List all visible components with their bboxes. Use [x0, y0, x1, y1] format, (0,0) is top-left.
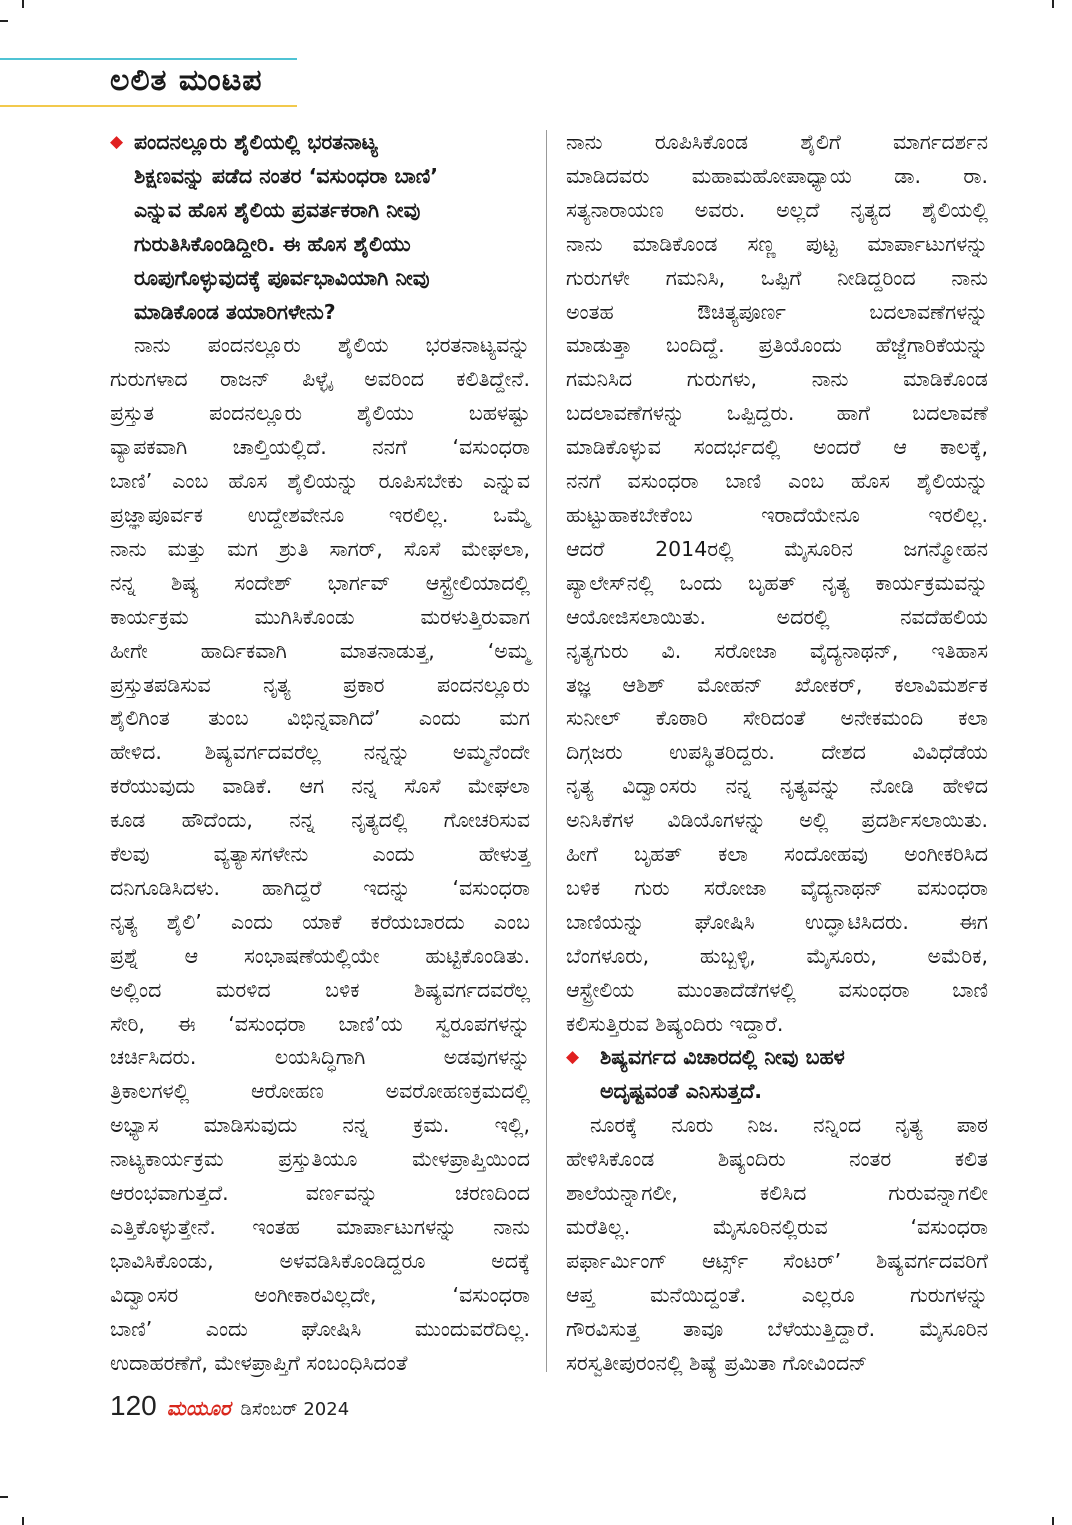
text-line: ತಜ್ಞ ಆಶಿಶ್ ಮೋಹನ್ ಖೋಕರ್, ಕಲಾವಿಮರ್ಶಕ	[566, 672, 988, 697]
crop-mark	[22, 0, 24, 8]
text-line: ಸೇರಿ, ಈ ‘ವಸುಂಧರಾ ಬಾಣಿ’ಯ ಸ್ವರೂಪಗಳನ್ನು	[110, 1011, 530, 1036]
text-line: ಆಸ್ಟ್ರೇಲಿಯ ಮುಂತಾದೆಡೆಗಳಲ್ಲಿ ವಸುಂಧರಾ ಬಾಣಿ	[566, 977, 988, 1002]
text-line: ಪಂದನಲ್ಲೂರು ಶೈಲಿಯಲ್ಲಿ ಭರತನಾಟ್ಯ	[134, 130, 378, 154]
text-line: ಹೀಗೇ ಹಾರ್ದಿಕವಾಗಿ ಮಾತನಾಡುತ್ತ, ‘ಅಮ್ಮ	[110, 638, 530, 663]
text-line: ಬಾಣಿ’ ಎಂಬ ಹೊಸ ಶೈಲಿಯನ್ನು ರೂಪಿಸಬೇಕು ಎನ್ನುವ	[110, 469, 530, 494]
text-line: ಪ್ರಜ್ಞಾಪೂರ್ವಕ ಉದ್ದೇಶವೇನೂ ಇರಲಿಲ್ಲ. ಒಮ್ಮೆ	[110, 502, 530, 527]
text-line: ನಾನು ಪಂದನಲ್ಲೂರು ಶೈಲಿಯ ಭರತನಾಟ್ಯವನ್ನು	[134, 333, 530, 358]
text-line: ಬದಲಾವಣೆಗಳನ್ನು ಒಪ್ಪಿದ್ದರು. ಹಾಗೆ ಬದಲಾವಣೆ	[566, 401, 988, 426]
crop-mark	[22, 1517, 24, 1525]
text-line: ದನಿಗೂಡಿಸಿದಳು. ಹಾಗಿದ್ದರೆ ಇದನ್ನು ‘ವಸುಂಧರಾ	[110, 875, 530, 900]
text-line: ಚರ್ಚಿಸಿದರು. ಲಯಸಿದ್ಧಿಗಾಗಿ ಅಡವುಗಳನ್ನು	[110, 1045, 530, 1070]
text-line: ತ್ರಿಕಾಲಗಳಲ್ಲಿ ಆರೋಹಣ ಅವರೋಹಣಕ್ರಮದಲ್ಲಿ	[110, 1079, 530, 1104]
text-line: ಸತ್ಯನಾರಾಯಣ ಅವರು. ಅಲ್ಲದೆ ನೃತ್ಯದ ಶೈಲಿಯಲ್ಲಿ	[566, 197, 988, 222]
text-line: ಕರೆಯುವುದು ವಾಡಿಕೆ. ಆಗ ನನ್ನ ಸೊಸೆ ಮೇಘಲಾ	[110, 774, 530, 799]
text-line: ನೂರಕ್ಕೆ ನೂರು ನಿಜ. ನನ್ನಿಂದ ನೃತ್ಯ ಪಾಠ	[590, 1113, 988, 1138]
text-line: ವಿದ್ವಾಂಸರ ಅಂಗೀಕಾರವಿಲ್ಲದೇ, ‘ವಸುಂಧರಾ	[110, 1282, 530, 1307]
text-line: ದಿಗ್ಗಜರು ಉಪಸ್ಥಿತರಿದ್ದರು. ದೇಶದ ವಿವಿಧೆಡೆಯ	[566, 740, 988, 765]
text-line: ಅನಿಸಿಕೆಗಳ ವಿಡಿಯೊಗಳನ್ನು ಅಲ್ಲಿ ಪ್ರದರ್ಶಿಸಲಾಯಿತು.	[566, 808, 988, 833]
text-line: ಪ್ರಸ್ತುತ ಪಂದನಲ್ಲೂರು ಶೈಲಿಯು ಬಹಳಷ್ಟು	[110, 401, 530, 426]
text-line: ಕೂಡ ಹೌದೆಂದು, ನನ್ನ ನೃತ್ಯದಲ್ಲಿ ಗೋಚರಿಸುವ	[110, 808, 530, 833]
text-line: ಪರ್ಫಾರ್ಮಿಂಗ್ ಆರ್ಟ್ಸ್ ಸೆಂಟರ್’ ಶಿಷ್ಯವರ್ಗದವರಿಗೆ	[566, 1248, 988, 1273]
text-line: ಅಲ್ಲಿಂದ ಮರಳಿದ ಬಳಿಕ ಶಿಷ್ಯವರ್ಗದವರೆಲ್ಲ	[110, 977, 530, 1002]
text-line: ನಾನು ರೂಪಿಸಿಕೊಂಡ ಶೈಲಿಗೆ ಮಾರ್ಗದರ್ಶನ	[566, 130, 988, 154]
diamond-bullet-icon: ◆	[566, 1047, 580, 1068]
interview-question	[110, 126, 530, 329]
text-line: ಹೇಳಿದ. ಶಿಷ್ಯವರ್ಗದವರೆಲ್ಲ ನನ್ನನ್ನು ಅಮ್ಮನೆಂದೇ	[110, 740, 530, 765]
text-line: ಪ್ರಶ್ನೆ ಆ ಸಂಭಾಷಣೆಯಲ್ಲಿಯೇ ಹುಟ್ಟಿಕೊಂಡಿತು.	[110, 943, 530, 968]
text-line: ಆಪ್ತ ಮನೆಯಿದ್ದಂತೆ. ಎಲ್ಲರೂ ಗುರುಗಳನ್ನು	[566, 1282, 988, 1307]
text-line: ಶಿಕ್ಷಣವನ್ನು ಪಡೆದ ನಂತರ ‘ವಸುಂಧರಾ ಬಾಣಿ’	[134, 163, 439, 188]
text-line: ಮಾಡಿಕೊಳ್ಳುವ ಸಂದರ್ಭದಲ್ಲಿ ಅಂದರೆ ಆ ಕಾಲಕ್ಕೆ,	[566, 435, 988, 460]
text-line: ಕೆಲವು ವ್ಯತ್ಯಾಸಗಳೇನು ಎಂದು ಹೇಳುತ್ತ	[110, 842, 530, 867]
text-line: ಗುರುಗಳೇ ಗಮನಿಸಿ, ಒಪ್ಪಿಗೆ ನೀಡಿದ್ದರಿಂದ ನಾನು	[566, 265, 988, 290]
section-header-top-rule	[0, 58, 297, 60]
text-line: ಸರಸ್ವತೀಪುರಂನಲ್ಲಿ ಶಿಷ್ಯೆ ಪ್ರಮಿತಾ ಗೋವಿಂದನ್	[566, 1350, 868, 1375]
text-line: ಬಾಣಿ’ ಎಂದು ಘೋಷಿಸಿ ಮುಂದುವರೆದಿಲ್ಲ.	[110, 1316, 530, 1341]
text-line: ಸುನೀಲ್ ಕೊಠಾರಿ ಸೇರಿದಂತೆ ಅನೇಕಮಂದಿ ಕಲಾ	[566, 706, 988, 731]
issue-date: ಡಿಸೆಂಬರ್ 2024	[240, 1399, 350, 1420]
page-number: 120	[110, 1390, 157, 1421]
text-line: ನೃತ್ಯಗುರು ವಿ. ಸರೋಜಾ ವೈದ್ಯನಾಥನ್, ಇತಿಹಾಸ	[566, 638, 988, 663]
section-header-bottom-rule	[0, 105, 297, 107]
text-line: ಆಯೋಜಿಸಲಾಯಿತು. ಅದರಲ್ಲಿ ನವದೆಹಲಿಯ	[566, 604, 988, 629]
right-column	[566, 126, 988, 1381]
text-line: ಶೈಲಿಗಿಂತ ತುಂಬ ವಿಭಿನ್ನವಾಗಿದೆ’ ಎಂದು ಮಗ	[110, 706, 530, 731]
text-line: ಭಾವಿಸಿಕೊಂಡು, ಅಳವಡಿಸಿಕೊಂಡಿದ್ದರೂ ಅದಕ್ಕೆ	[110, 1248, 530, 1273]
text-line: ಗುರುತಿಸಿಕೊಂಡಿದ್ದೀರಿ. ಈ ಹೊಸ ಶೈಲಿಯು	[134, 231, 411, 256]
interview-answer	[566, 1109, 988, 1380]
text-line: ಮರೆತಿಲ್ಲ. ಮೈಸೂರಿನಲ್ಲಿರುವ ‘ವಸುಂಧರಾ	[566, 1215, 988, 1239]
interview-answer	[566, 126, 988, 1041]
text-line: ಅದೃಷ್ಟವಂತೆ ಎನಿಸುತ್ತದೆ.	[600, 1079, 763, 1104]
text-line: ಶಿಷ್ಯವರ್ಗದ ವಿಚಾರದಲ್ಲಿ ನೀವು ಬಹಳ	[600, 1045, 845, 1070]
text-line: ರೂಪುಗೊಳ್ಳುವುದಕ್ಕೆ ಪೂರ್ವಭಾವಿಯಾಗಿ ನೀವು	[134, 265, 430, 290]
text-line: ನೃತ್ಯ ಶೈಲಿ’ ಎಂದು ಯಾಕೆ ಕರೆಯಬಾರದು ಎಂಬ	[110, 909, 530, 934]
text-line: ಪ್ರಸ್ತುತಪಡಿಸುವ ನೃತ್ಯ ಪ್ರಕಾರ ಪಂದನಲ್ಲೂರು	[110, 672, 530, 697]
left-column	[110, 126, 530, 1381]
text-line: ಬೆಂಗಳೂರು, ಹುಬ್ಬಳ್ಳಿ, ಮೈಸೂರು, ಅಮೆರಿಕ,	[566, 943, 988, 968]
text-line: ಅಂತಹ ಔಚಿತ್ಯಪೂರ್ಣ ಬದಲಾವಣೆಗಳನ್ನು	[566, 299, 988, 324]
text-line: ನಾನು ಮಾಡಿಕೊಂಡ ಸಣ್ಣ ಪುಟ್ಟ ಮಾರ್ಪಾಟುಗಳನ್ನು	[566, 231, 988, 256]
text-line: ಬಾಣಿಯನ್ನು ಘೋಷಿಸಿ ಉದ್ಘಾಟಿಸಿದರು. ಈಗ	[566, 909, 988, 934]
text-line: ಗುರುಗಳಾದ ರಾಜನ್ ಪಿಳ್ಳೈ ಅವರಿಂದ ಕಲಿತಿದ್ದೇನೆ.	[110, 367, 530, 392]
text-line: ಹೀಗೆ ಬೃಹತ್ ಕಲಾ ಸಂದೋಹವು ಅಂಗೀಕರಿಸಿದ	[566, 842, 988, 867]
page-footer	[110, 1390, 349, 1422]
text-line: ಹೇಳಿಸಿಕೊಂಡ ಶಿಷ್ಯಂದಿರು ನಂತರ ಕಲಿತ	[566, 1147, 988, 1172]
text-line: ಅಭ್ಯಾಸ ಮಾಡಿಸುವುದು ನನ್ನ ಕ್ರಮ. ಇಲ್ಲಿ,	[110, 1113, 530, 1138]
question-text	[600, 1041, 988, 1109]
text-line: ಎನ್ನುವ ಹೊಸ ಶೈಲಿಯ ಪ್ರವರ್ತಕರಾಗಿ ನೀವು	[134, 197, 421, 222]
text-line: ಶಾಲೆಯನ್ನಾಗಲೀ, ಕಲಿಸಿದ ಗುರುವನ್ನಾಗಲೀ	[566, 1181, 988, 1206]
column-divider	[546, 130, 547, 1372]
interview-question	[566, 1041, 988, 1109]
question-text	[134, 126, 530, 329]
interview-answer	[110, 329, 530, 1380]
diamond-bullet-icon: ◆	[110, 132, 124, 152]
text-line: ಆರಂಭವಾಗುತ್ತದೆ. ವರ್ಣವನ್ನು ಚರಣದಿಂದ	[110, 1181, 530, 1206]
text-line: ನನಗೆ ವಸುಂಧರಾ ಬಾಣಿ ಎಂಬ ಹೊಸ ಶೈಲಿಯನ್ನು	[566, 469, 988, 494]
section-title: ಲಲಿತ ಮಂಟಪ	[110, 63, 263, 98]
magazine-logo: ಮಯೂರ	[166, 1396, 231, 1420]
crop-mark	[1052, 1517, 1054, 1525]
crop-mark	[0, 1496, 8, 1498]
text-line: ನನ್ನ ಶಿಷ್ಯ ಸಂದೇಶ್ ಭಾರ್ಗವ್ ಆಸ್ಟ್ರೇಲಿಯಾದಲ್ಲಿ	[110, 570, 530, 595]
text-line: ನಾಟ್ಯಕಾರ್ಯಕ್ರಮ ಪ್ರಸ್ತುತಿಯೂ ಮೇಳಪ್ರಾಪ್ತಿಯಿಂದ	[110, 1147, 530, 1172]
text-line: ಕಾರ್ಯಕ್ರಮ ಮುಗಿಸಿಕೊಂಡು ಮರಳುತ್ತಿರುವಾಗ	[110, 604, 530, 629]
text-line: ಮಾಡಿದವರು ಮಹಾಮಹೋಪಾಧ್ಯಾಯ ಡಾ. ರಾ.	[566, 163, 988, 188]
text-line: ಮಾಡುತ್ತಾ ಬಂದಿದ್ದೆ. ಪ್ರತಿಯೊಂದು ಹೆಜ್ಜೆಗಾರಿಕೆಯನ್ನು	[566, 333, 988, 358]
crop-mark	[1052, 0, 1054, 8]
text-line: ಬಳಿಕ ಗುರು ಸರೋಜಾ ವೈದ್ಯನಾಥನ್ ವಸುಂಧರಾ	[566, 875, 988, 900]
text-line: ಪ್ಯಾಲೇಸ್‌ನಲ್ಲಿ ಒಂದು ಬೃಹತ್ ನೃತ್ಯ ಕಾರ್ಯಕ್ರಮವನ್ನು	[566, 570, 988, 595]
text-line: ಕಲಿಸುತ್ತಿರುವ ಶಿಷ್ಯಂದಿರು ಇದ್ದಾರೆ.	[566, 1011, 784, 1036]
text-line: ಆದರೆ 2014ರಲ್ಲಿ ಮೈಸೂರಿನ ಜಗನ್ಮೋಹನ	[566, 536, 988, 561]
crop-mark	[0, 20, 8, 22]
text-line: ಹುಟ್ಟುಹಾಕಬೇಕೆಂಬ ಇರಾದೆಯೇನೂ ಇರಲಿಲ್ಲ.	[566, 502, 988, 527]
text-line: ನೃತ್ಯ ವಿದ್ವಾಂಸರು ನನ್ನ ನೃತ್ಯವನ್ನು ನೋಡಿ ಹೇಳಿದ	[566, 774, 988, 799]
text-line: ಉದಾಹರಣೆಗೆ, ಮೇಳಪ್ರಾಪ್ತಿಗೆ ಸಂಬಂಧಿಸಿದಂತೆ	[110, 1350, 408, 1375]
text-line: ಮಾಡಿಕೊಂಡ ತಯಾರಿಗಳೇನು?	[134, 299, 336, 324]
text-line: ಗಮನಿಸಿದ ಗುರುಗಳು, ನಾನು ಮಾಡಿಕೊಂಡ	[566, 367, 988, 392]
text-line: ಎತ್ತಿಕೊಳ್ಳುತ್ತೇನೆ. ಇಂತಹ ಮಾರ್ಪಾಟುಗಳನ್ನು ನಾನು	[110, 1215, 530, 1239]
text-line: ನಾನು ಮತ್ತು ಮಗ ಶ್ರುತಿ ಸಾಗರ್, ಸೊಸೆ ಮೇಘಲಾ,	[110, 536, 530, 561]
text-line: ವ್ಯಾಪಕವಾಗಿ ಚಾಲ್ತಿಯಲ್ಲಿದೆ. ನನಗೆ ‘ವಸುಂಧರಾ	[110, 435, 530, 460]
text-line: ಗೌರವಿಸುತ್ತ ತಾವೂ ಬೆಳೆಯುತ್ತಿದ್ದಾರೆ. ಮೈಸೂರಿನ	[566, 1316, 988, 1341]
